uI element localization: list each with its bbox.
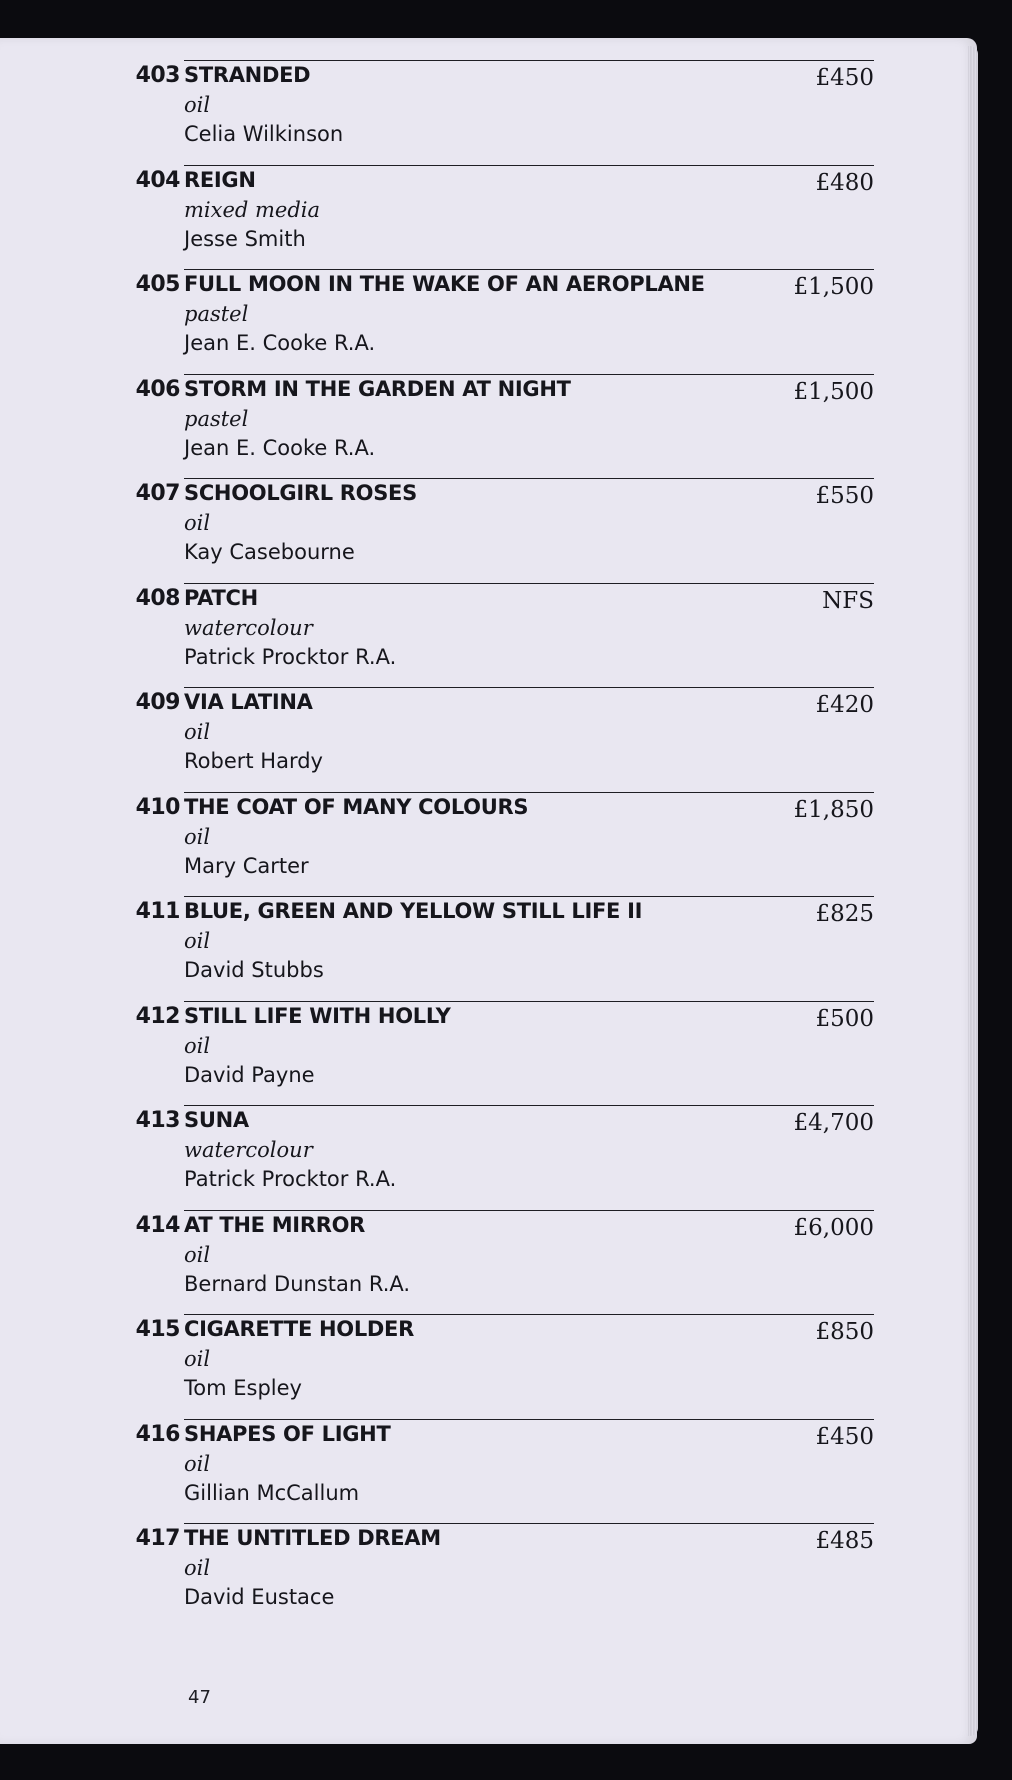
entry-medium: oil <box>184 824 211 849</box>
entry-number: 403 <box>135 63 180 88</box>
entry-number: 405 <box>135 272 180 297</box>
entry-medium: oil <box>184 1556 211 1580</box>
page-number: 47 <box>188 1687 211 1708</box>
entry-number: 411 <box>135 899 180 924</box>
entry-medium: pastel <box>184 302 249 326</box>
entry-title: CIGARETTE HOLDER <box>184 1317 414 1341</box>
catalogue-entry <box>135 478 874 583</box>
entry-price: £480 <box>815 169 874 196</box>
entry-artist: Jesse Smith <box>184 226 306 251</box>
page-edge <box>968 46 978 1736</box>
entry-medium: oil <box>184 93 211 117</box>
catalogue-entry <box>135 1523 874 1628</box>
entry-artist: Jean E. Cooke R.A. <box>184 331 376 355</box>
catalogue-entry <box>135 60 874 165</box>
entry-price: £6,000 <box>793 1214 874 1241</box>
entry-medium: oil <box>184 1451 211 1476</box>
entry-title: STILL LIFE WITH HOLLY <box>184 1003 451 1028</box>
entry-artist: Celia Wilkinson <box>184 122 344 146</box>
entry-price: NFS <box>822 587 874 614</box>
entry-title: FULL MOON IN THE WAKE OF AN AEROPLANE <box>184 272 705 296</box>
catalogue-entry <box>135 792 874 897</box>
entry-title: THE COAT OF MANY COLOURS <box>184 794 529 819</box>
entry-artist: Patrick Procktor R.A. <box>184 1167 397 1191</box>
entry-artist: Bernard Dunstan R.A. <box>184 1271 411 1296</box>
catalogue-entries <box>135 60 874 1628</box>
entry-price: £450 <box>815 1423 874 1450</box>
entry-number: 407 <box>135 481 180 506</box>
entry-price: £1,500 <box>793 378 874 405</box>
entry-number: 408 <box>135 585 180 611</box>
entry-number: 416 <box>135 1421 180 1447</box>
entry-title: STORM IN THE GARDEN AT NIGHT <box>184 376 571 401</box>
catalogue-entry <box>135 1001 874 1106</box>
entry-title: BLUE, GREEN AND YELLOW STILL LIFE II <box>184 899 643 923</box>
entry-number: 413 <box>135 1108 180 1133</box>
catalogue-entry <box>135 1210 874 1315</box>
entry-title: SUNA <box>184 1108 249 1132</box>
entry-medium: oil <box>184 720 211 744</box>
entry-price: £850 <box>815 1319 874 1345</box>
catalogue-entry <box>135 165 874 270</box>
entry-medium: oil <box>184 511 211 535</box>
entry-price: £1,500 <box>793 274 874 300</box>
entry-medium: oil <box>184 929 211 953</box>
catalogue-entry <box>135 269 874 374</box>
entry-number: 415 <box>135 1317 180 1342</box>
entry-artist: Patrick Procktor R.A. <box>184 644 397 669</box>
entry-medium: oil <box>184 1242 211 1267</box>
entry-price: £450 <box>815 65 874 91</box>
catalogue-entry <box>135 687 874 792</box>
catalogue-entry <box>135 374 874 479</box>
catalogue-entry <box>135 1105 874 1210</box>
entry-price: £825 <box>815 901 874 927</box>
catalogue-entry <box>135 1314 874 1419</box>
entry-medium: watercolour <box>184 1138 313 1162</box>
entry-number: 409 <box>135 690 180 715</box>
entry-artist: Tom Espley <box>184 1376 302 1400</box>
entry-medium: oil <box>184 1347 211 1371</box>
entry-artist: David Eustace <box>184 1585 335 1609</box>
entry-artist: Robert Hardy <box>184 749 323 773</box>
entry-number: 417 <box>135 1526 180 1551</box>
entry-artist: David Stubbs <box>184 958 324 982</box>
entry-medium: oil <box>184 1033 211 1058</box>
entry-artist: Mary Carter <box>184 853 309 878</box>
entry-title: REIGN <box>184 167 256 192</box>
entry-price: £420 <box>815 692 874 718</box>
catalogue-entry <box>135 1419 874 1524</box>
entry-number: 414 <box>135 1212 180 1238</box>
entry-artist: Jean E. Cooke R.A. <box>184 435 376 460</box>
entry-price: £550 <box>815 483 874 509</box>
entry-medium: watercolour <box>184 615 313 640</box>
catalogue-entry <box>135 583 874 688</box>
entry-price: £1,850 <box>793 796 874 823</box>
entry-number: 404 <box>135 167 180 193</box>
entry-title: THE UNTITLED DREAM <box>184 1526 441 1550</box>
entry-title: SCHOOLGIRL ROSES <box>184 481 417 505</box>
entry-title: AT THE MIRROR <box>184 1212 365 1237</box>
entry-title: STRANDED <box>184 63 311 87</box>
entry-title: VIA LATINA <box>184 690 313 714</box>
entry-price: £485 <box>815 1528 874 1554</box>
entry-artist: Kay Casebourne <box>184 540 355 564</box>
entry-number: 406 <box>135 376 180 402</box>
entry-title: PATCH <box>184 585 258 610</box>
entry-medium: pastel <box>184 406 249 431</box>
catalogue-entry <box>135 896 874 1001</box>
entry-artist: Gillian McCallum <box>184 1480 360 1505</box>
entry-price: £500 <box>815 1005 874 1032</box>
entry-price: £4,700 <box>793 1110 874 1136</box>
entry-artist: David Payne <box>184 1062 315 1087</box>
entry-number: 412 <box>135 1003 180 1029</box>
entry-medium: mixed media <box>184 197 321 222</box>
entry-number: 410 <box>135 794 180 820</box>
entry-title: SHAPES OF LIGHT <box>184 1421 391 1446</box>
